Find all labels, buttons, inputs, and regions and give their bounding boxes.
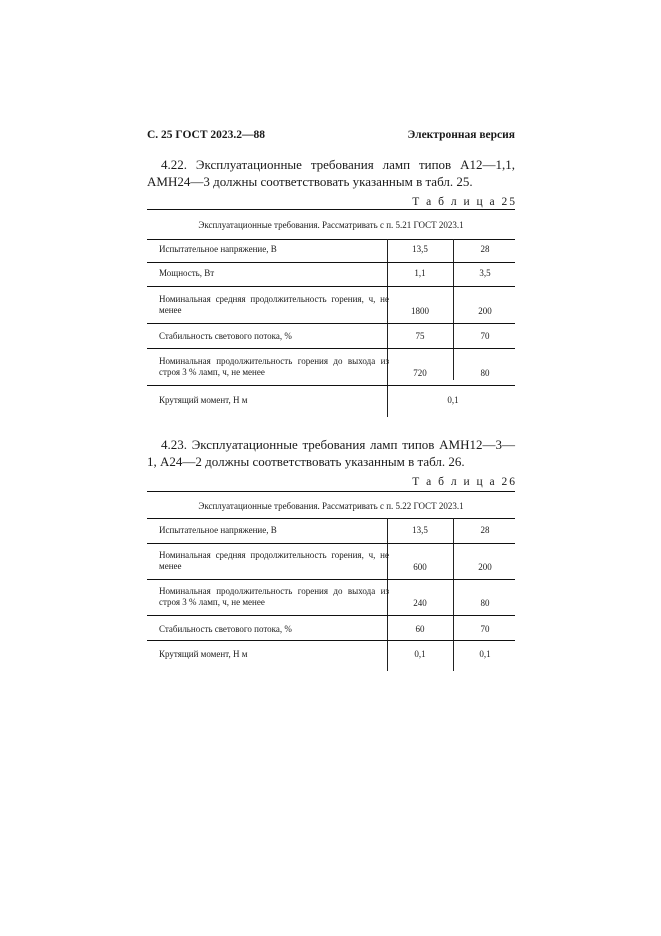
section-4-22-text: 4.22. Эксплуатационные требования ламп типов А12—1,1, АМН24—3 должны соответствовать указанным в табл. 25. <box>147 157 515 189</box>
table-row-label: Номинальная средняя продолжительность горения, ч, не менее <box>159 550 389 571</box>
table-row-label: Крутящий момент, Н м <box>159 395 248 405</box>
table-rule <box>147 286 515 287</box>
table-row-label: Испытательное напряжение, В <box>159 525 277 535</box>
table-row-label: Испытательное напряжение, В <box>159 244 277 254</box>
table-row-label: Стабильность светового потока, % <box>159 624 292 634</box>
table-cell-value: 80 <box>480 598 490 608</box>
table-rule <box>147 579 515 580</box>
table-cell-value: 75 <box>415 331 425 341</box>
table-cell-value: 240 <box>413 598 427 608</box>
table-cell-value: 0,1 <box>447 395 459 405</box>
table-rule <box>147 491 515 492</box>
table-cell-value: 1800 <box>411 306 429 316</box>
table-row-label: Номинальная продолжительность горения до выхода из строя 3 % ламп, ч, не менее <box>159 586 389 607</box>
column-divider <box>387 239 388 417</box>
table-row-label: Номинальная продолжительность горения до выхода из строя 3 % ламп, ч, не менее <box>159 356 389 377</box>
table-row-label: Крутящий момент, Н м <box>159 649 248 659</box>
table-cell-value: 0,1 <box>479 649 491 659</box>
table-cell-value: 720 <box>413 368 427 378</box>
table-rule <box>147 262 515 263</box>
table-cell-value: 200 <box>478 306 492 316</box>
column-divider <box>453 239 454 380</box>
column-divider <box>453 518 454 671</box>
table-title: Эксплуатационные требования. Рассматривать с п. 5.21 ГОСТ 2023.1 <box>198 220 464 230</box>
table-cell-value: 13,5 <box>412 244 428 254</box>
table-cell-value: 600 <box>413 562 427 572</box>
table-rule <box>147 209 515 210</box>
table-rule <box>147 348 515 349</box>
table-rule <box>147 615 515 616</box>
table-rule <box>147 323 515 324</box>
table-cell-value: 28 <box>480 244 490 254</box>
table-title: Эксплуатационные требования. Рассматривать с п. 5.22 ГОСТ 2023.1 <box>198 501 464 511</box>
table-cell-value: 1,1 <box>414 268 426 278</box>
table-row-label: Мощность, Вт <box>159 268 215 278</box>
page-header-left: С. 25 ГОСТ 2023.2—88 <box>147 129 266 141</box>
table-cell-value: 0,1 <box>414 649 426 659</box>
table-cell-value: 70 <box>480 331 490 341</box>
table-cell-value: 3,5 <box>479 268 491 278</box>
table-cell-value: 13,5 <box>412 525 428 535</box>
page-header-right: Электронная версия <box>407 129 515 141</box>
table-cell-value: 60 <box>415 624 425 634</box>
table-25-caption: Т а б л и ц а 25 <box>412 196 517 208</box>
table-26-caption: Т а б л и ц а 26 <box>412 476 517 488</box>
table-25 <box>147 209 515 417</box>
table-row-label: Номинальная средняя продолжительность горения, ч, не менее <box>159 294 389 315</box>
table-row-label: Стабильность светового потока, % <box>159 331 292 341</box>
table-rule <box>147 640 515 641</box>
table-rule <box>147 385 515 386</box>
table-rule <box>147 543 515 544</box>
section-4-23-text: 4.23. Эксплуатационные требования ламп типов АМН12—3—1, А24—2 должны соответствовать указанным в табл. 26. <box>147 437 515 469</box>
table-rule <box>147 239 515 240</box>
table-cell-value: 200 <box>478 562 492 572</box>
table-rule <box>147 518 515 519</box>
table-cell-value: 80 <box>480 368 490 378</box>
table-cell-value: 28 <box>480 525 490 535</box>
table-26 <box>147 491 515 671</box>
table-cell-value: 70 <box>480 624 490 634</box>
